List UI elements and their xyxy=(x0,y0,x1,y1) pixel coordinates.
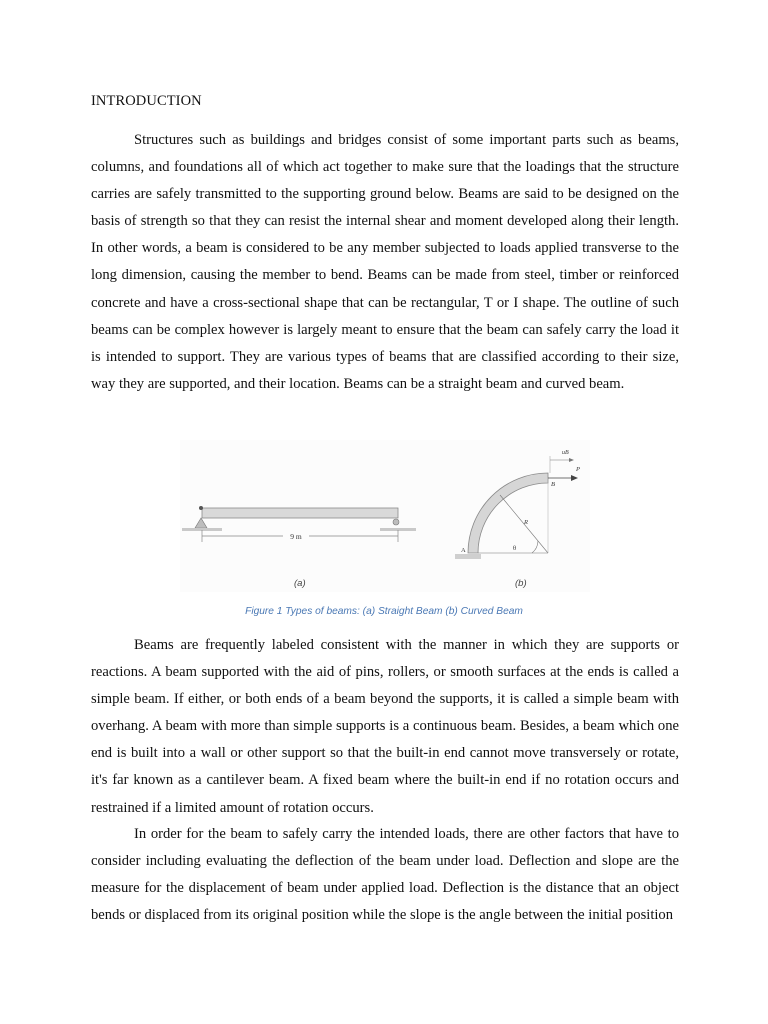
subfigure-label-a: (a) xyxy=(294,578,306,589)
theta-arc xyxy=(532,541,538,553)
label-theta: θ xyxy=(513,545,517,552)
deflection-paragraph xyxy=(91,821,679,929)
pin-icon xyxy=(199,506,203,510)
straight-beam-body xyxy=(202,508,398,518)
curved-beam-diagram xyxy=(455,450,580,559)
span-label: 9 m xyxy=(290,532,302,541)
displacement-arrow-icon xyxy=(569,458,574,462)
beam-figure xyxy=(180,440,590,592)
beam-types-paragraph xyxy=(91,632,679,822)
fixed-support-icon xyxy=(455,554,481,559)
figure-caption: Figure 1 Types of beams: (a) Straight Beam (b) Curved Beam xyxy=(245,606,523,617)
paragraph-text-3: In order for the beam to safely carry the intended loads, there are other factors that have to consider including evaluating the deflection of the beam under load. Deflection and slope are the measure for the displacement of beam under applied load. Deflection is the distance that an object bends or displaced from its original position while the slope is the angle between the initial position xyxy=(91,826,679,924)
curved-beam-body xyxy=(468,473,548,553)
label-uB: uB xyxy=(562,450,569,456)
paragraph-text-2: Beams are frequently labeled consistent with the manner in which they are supports or reactions. A beam supported with the aid of pins, rollers, or smooth surfaces at the ends is called a simple beam. If either, or both ends of a beam beyond the supports, it is called a simple beam with overhang. A beam with more than simple supports is a continuous beam. Besides, a beam which one end is built into a wall or other support so that the built-in end cannot move transversely or rotate, it's far known as a cantilever beam. A fixed beam where the built-in end if no rotation occurs and restrained if a limited amount of rotation occurs. xyxy=(91,637,679,816)
paragraph-text-1: Structures such as buildings and bridges consist of some important parts such as beams, columns, and foundations all of which act together to make sure that the loadings that the structure carries are safely transmitted to the supporting ground below. Beams are said to be designed on the basis of strength so that they can resist the internal shear and moment developed along their length. In other words, a beam is considered to be any member subjected to loads applied transverse to the long dimension, causing the member to bend. Beams can be made from steel, timber or reinforced concrete and have a cross-sectional shape that can be rectangular, T or I shape. The outline of such beams can be complex however is largely meant to ensure that the beam can safely carry the load it is intended to support. They are various types of beams that are classified according to their size, way they are supported, and their location. Beams can be a straight beam and curved beam. xyxy=(91,132,679,392)
beam-figure-drawing xyxy=(180,440,590,592)
label-A: A xyxy=(461,547,466,554)
straight-beam-diagram xyxy=(182,506,416,542)
load-arrow-icon xyxy=(571,475,578,481)
roller-support-icon xyxy=(393,519,399,525)
label-P: P xyxy=(576,466,580,473)
section-heading: INTRODUCTION xyxy=(91,93,202,109)
intro-paragraph xyxy=(91,127,679,398)
label-R: R xyxy=(524,519,528,526)
label-B: B xyxy=(551,481,555,488)
subfigure-label-b: (b) xyxy=(515,578,527,589)
pin-support-icon xyxy=(195,518,207,528)
